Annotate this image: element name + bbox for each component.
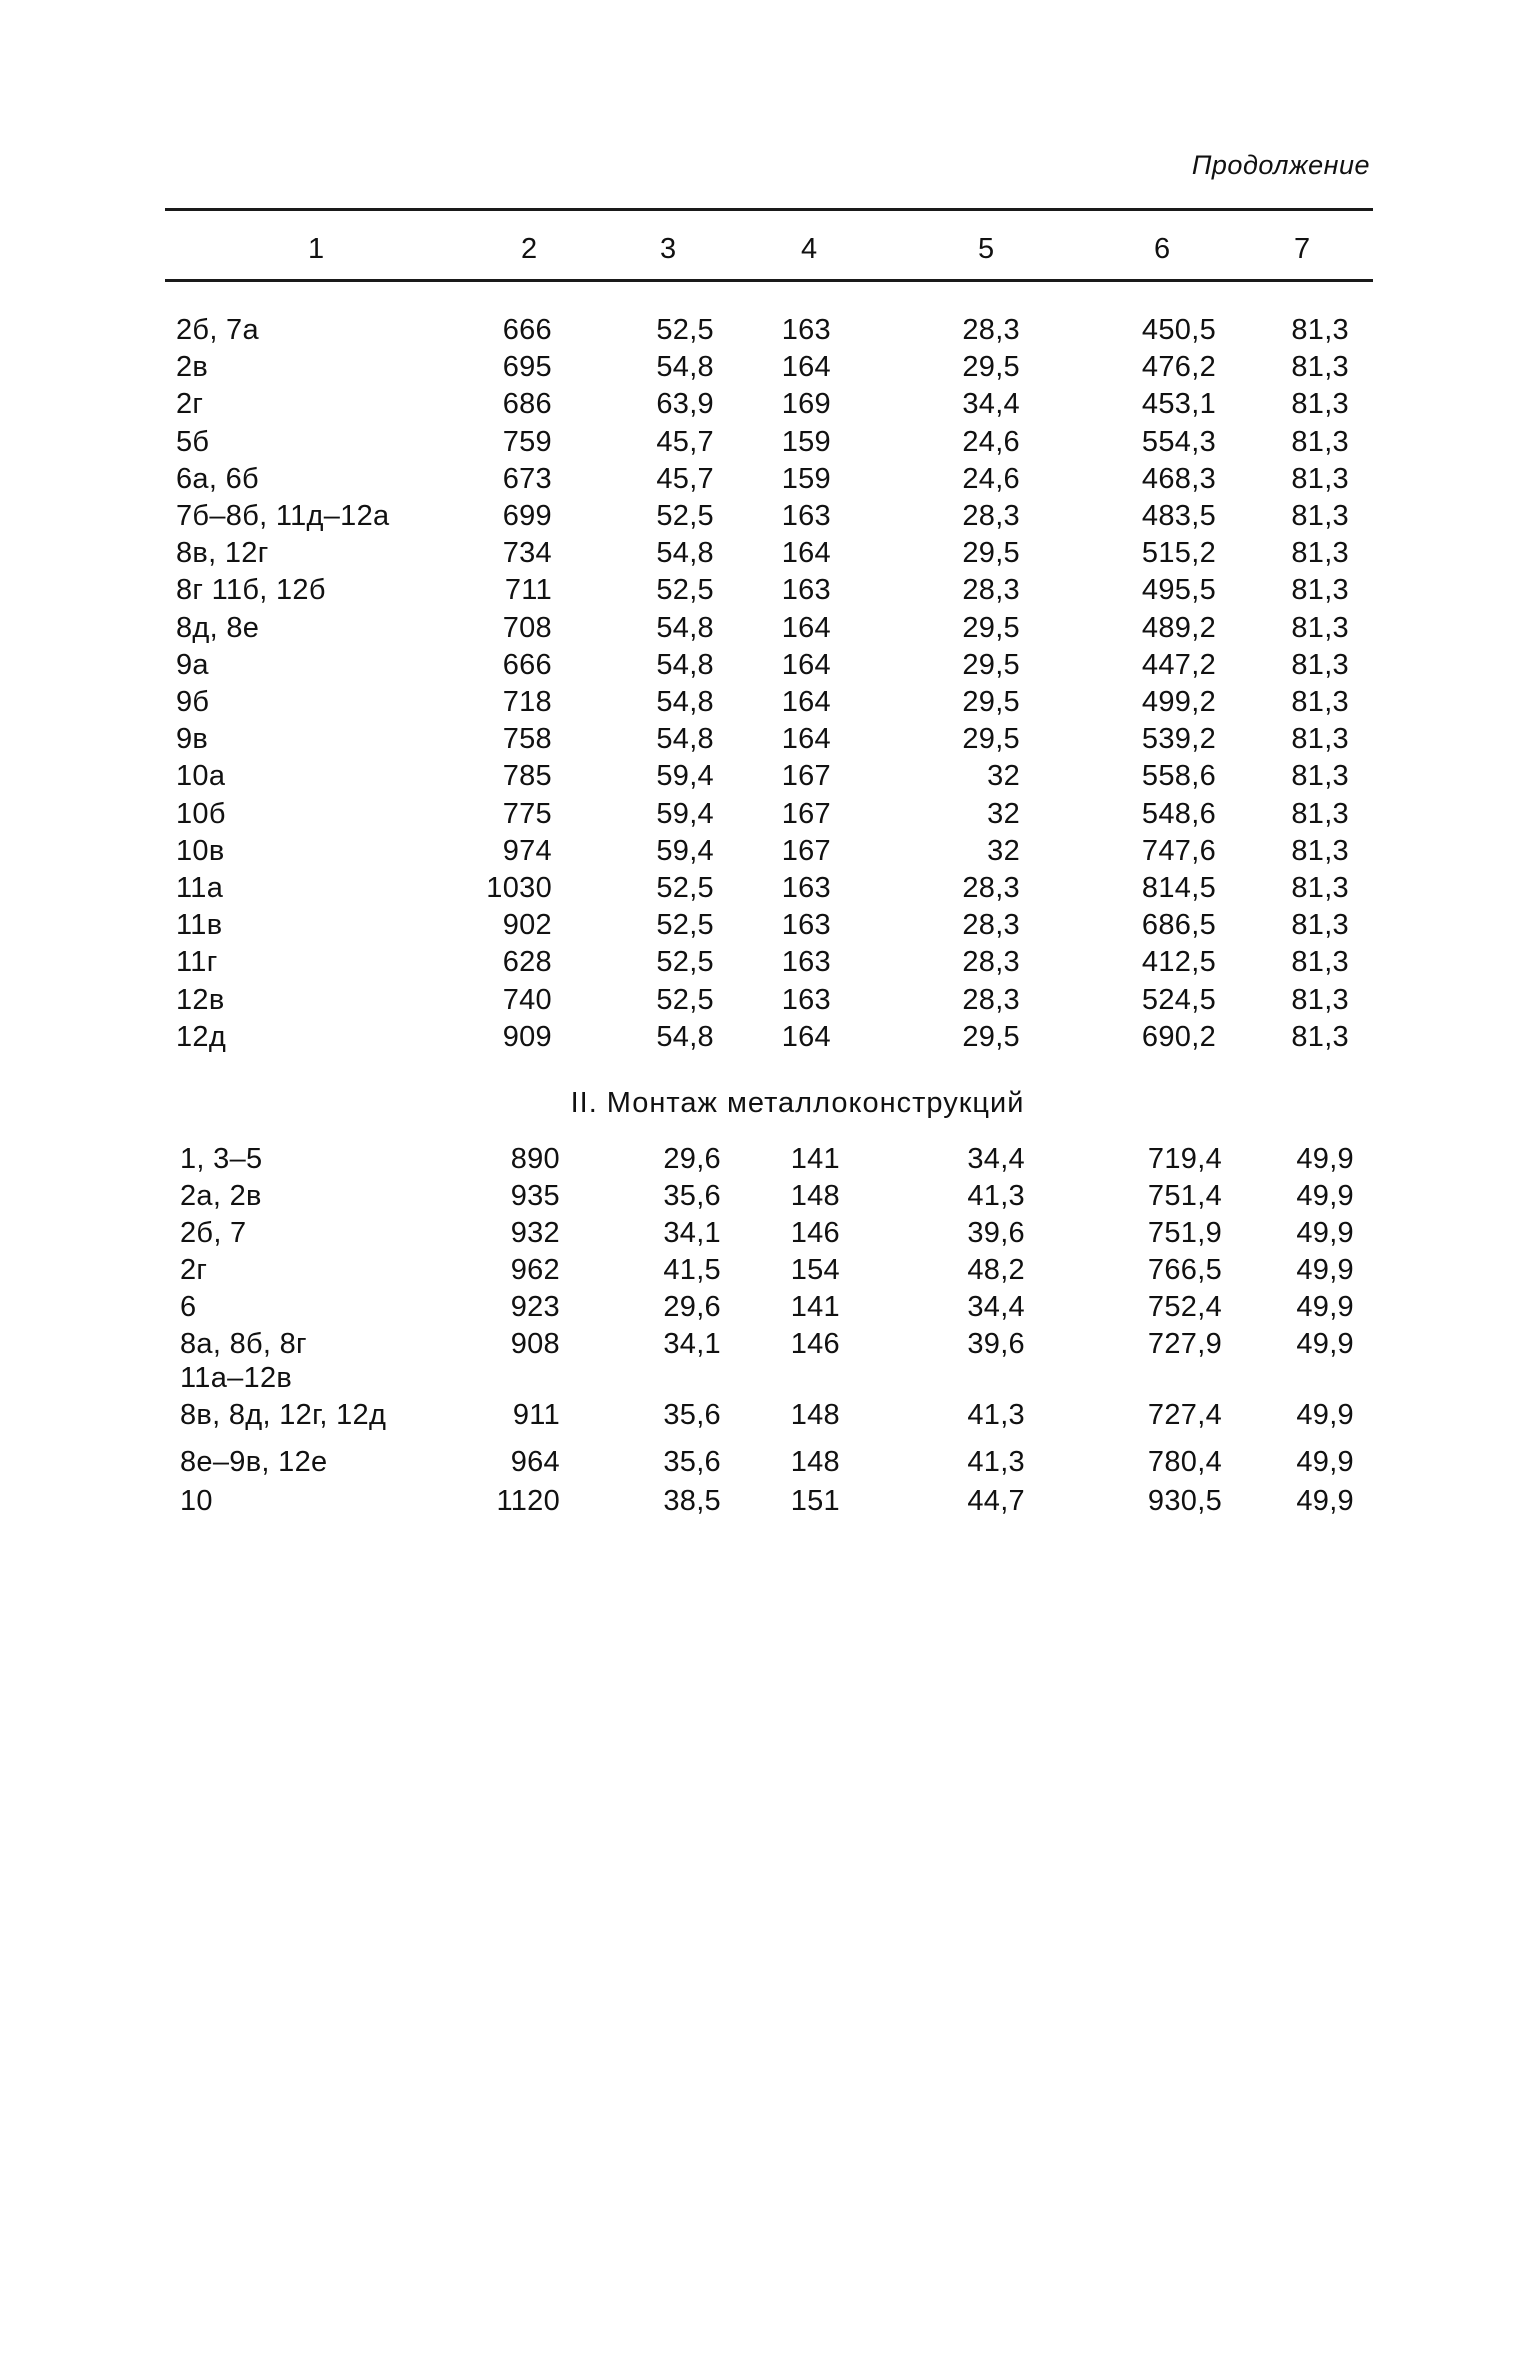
table-cell: 673 [502, 462, 552, 495]
table-cell: 81,3 [1291, 425, 1349, 458]
table-cell: 666 [502, 314, 552, 346]
table-cell: 52,5 [656, 872, 714, 904]
table-cell: 719,4 [1147, 1143, 1222, 1175]
table-cell: 554,3 [1141, 425, 1216, 458]
column-header-5: 5 [978, 233, 995, 265]
table-cell: 49,9 [1296, 1254, 1354, 1286]
row-label: 6 [180, 1291, 197, 1323]
column-header-1: 1 [308, 233, 325, 265]
row-label: 5б [176, 425, 210, 458]
row-label: 9в [176, 723, 209, 756]
table-cell: 81,3 [1291, 351, 1349, 384]
table-cell: 751,4 [1147, 1180, 1222, 1212]
table-cell: 1120 [496, 1485, 560, 1517]
table-cell: 81,3 [1291, 388, 1349, 421]
table-cell: 930,5 [1147, 1485, 1222, 1517]
table-cell: 49,9 [1296, 1446, 1354, 1478]
table-cell: 747,6 [1141, 834, 1216, 867]
table-cell: 28,3 [962, 500, 1020, 532]
table-cell: 148 [790, 1399, 840, 1431]
section-2-title: II. Монтаж металлоконструкций [570, 1087, 1025, 1119]
table-cell: 38,5 [663, 1485, 721, 1517]
table-cell: 483,5 [1141, 500, 1216, 532]
table-cell: 499,2 [1141, 686, 1216, 718]
table-cell: 412,5 [1141, 946, 1216, 979]
table-cell: 468,3 [1141, 462, 1216, 495]
row-label: 8в, 12г [176, 537, 269, 570]
table-cell: 28,3 [962, 872, 1020, 904]
table-cell: 708 [502, 611, 552, 644]
row-label: 7б–8б, 11д–12а [176, 500, 390, 532]
table-cell: 495,5 [1141, 574, 1216, 607]
table-cell: 41,3 [967, 1399, 1025, 1431]
table-cell: 752,4 [1147, 1291, 1222, 1323]
table-cell: 44,7 [967, 1485, 1025, 1517]
table-cell: 909 [502, 1020, 552, 1053]
table-cell: 29,5 [962, 686, 1020, 718]
table-cell: 766,5 [1147, 1254, 1222, 1286]
table-cell: 81,3 [1291, 909, 1349, 942]
table-cell: 167 [781, 797, 831, 830]
table-cell: 780,4 [1147, 1446, 1222, 1478]
table-cell: 932 [510, 1217, 560, 1249]
table-cell: 54,8 [656, 686, 714, 718]
table-cell: 29,5 [962, 648, 1020, 681]
table-cell: 141 [790, 1291, 840, 1323]
table-cell: 49,9 [1296, 1217, 1354, 1249]
row-label: 8г 11б, 12б [176, 574, 326, 607]
table-cell: 29,5 [962, 611, 1020, 644]
table-cell: 964 [510, 1446, 560, 1478]
table-cell: 81,3 [1291, 462, 1349, 495]
table-cell: 49,9 [1296, 1180, 1354, 1212]
column-header-4: 4 [801, 233, 818, 265]
table-cell: 628 [502, 946, 552, 979]
table-cell: 159 [781, 462, 831, 495]
table-cell: 524,5 [1141, 983, 1216, 1016]
table-cell: 54,8 [656, 723, 714, 756]
table-cell: 81,3 [1291, 723, 1349, 756]
table-cell: 81,3 [1291, 574, 1349, 607]
table-cell: 666 [502, 648, 552, 681]
table-cell: 49,9 [1296, 1143, 1354, 1175]
table-cell: 81,3 [1291, 611, 1349, 644]
table-cell: 447,2 [1141, 648, 1216, 681]
column-header-7: 7 [1294, 233, 1311, 265]
row-label: 8в, 8д, 12г, 12д [180, 1399, 387, 1431]
row-label: 8д, 8е [176, 611, 260, 644]
row-label: 11г [176, 946, 218, 979]
table-cell: 686,5 [1141, 909, 1216, 942]
table-cell: 34,1 [663, 1217, 721, 1249]
row-label: 10в [176, 834, 225, 867]
continuation-label: Продолжение [1191, 150, 1370, 180]
table-cell: 52,5 [656, 314, 714, 346]
table-cell: 785 [502, 760, 552, 793]
table-cell: 734 [502, 537, 552, 570]
table-cell: 759 [502, 425, 552, 458]
table-cell: 711 [504, 574, 552, 607]
table-cell: 890 [510, 1143, 560, 1175]
row-label: 2в [176, 351, 209, 384]
table-cell: 41,3 [967, 1180, 1025, 1212]
table-cell: 49,9 [1296, 1399, 1354, 1431]
table-cell: 48,2 [967, 1254, 1025, 1286]
table-cell: 163 [781, 983, 831, 1016]
table-cell: 163 [781, 909, 831, 942]
table-cell: 54,8 [656, 537, 714, 570]
row-label: 2г [176, 388, 204, 421]
table-cell: 41,5 [663, 1254, 721, 1286]
table-cell: 758 [502, 723, 552, 756]
table-cell: 81,3 [1291, 314, 1349, 346]
table-cell: 35,6 [663, 1446, 721, 1478]
table-cell: 54,8 [656, 351, 714, 384]
row-label: 11в [176, 909, 223, 942]
table-cell: 52,5 [656, 909, 714, 942]
table-cell: 34,4 [967, 1143, 1025, 1175]
table-cell: 81,3 [1291, 946, 1349, 979]
table-cell: 699 [502, 500, 552, 532]
column-header-2: 2 [521, 233, 538, 265]
table-cell: 81,3 [1291, 760, 1349, 793]
row-label: 8е–9в, 12е [180, 1446, 328, 1478]
table-cell: 151 [790, 1485, 840, 1517]
table-cell: 167 [781, 834, 831, 867]
table-cell: 54,8 [656, 611, 714, 644]
table-cell: 52,5 [656, 983, 714, 1016]
table-cell: 164 [781, 537, 831, 570]
table-cell: 28,3 [962, 314, 1020, 346]
table-cell: 935 [510, 1180, 560, 1212]
table-cell: 727,4 [1147, 1399, 1222, 1431]
table-cell: 81,3 [1291, 500, 1349, 532]
table-cell: 49,9 [1296, 1328, 1354, 1360]
row-label: 12д [176, 1020, 227, 1053]
table-cell: 814,5 [1141, 872, 1216, 904]
table-cell: 28,3 [962, 946, 1020, 979]
table-top-rule [165, 208, 1373, 211]
table-cell: 476,2 [1141, 351, 1216, 384]
table-cell: 169 [781, 388, 831, 421]
table-cell: 49,9 [1296, 1291, 1354, 1323]
table-cell: 34,1 [663, 1328, 721, 1360]
table-cell: 54,8 [656, 648, 714, 681]
table-cell: 29,6 [663, 1291, 721, 1323]
table-cell: 81,3 [1291, 686, 1349, 718]
table-cell: 148 [790, 1180, 840, 1212]
column-header-3: 3 [660, 233, 677, 265]
table-cell: 63,9 [656, 388, 714, 421]
row-label: 2б, 7 [180, 1217, 247, 1249]
table-cell: 81,3 [1291, 872, 1349, 904]
row-label: 2а, 2в [180, 1180, 262, 1212]
table-cell: 148 [790, 1446, 840, 1478]
table-cell: 740 [502, 983, 552, 1016]
table-cell: 690,2 [1141, 1020, 1216, 1053]
table-cell: 59,4 [656, 760, 714, 793]
table-cell: 54,8 [656, 1020, 714, 1053]
table-cell: 727,9 [1147, 1328, 1222, 1360]
table-cell: 453,1 [1141, 388, 1216, 421]
table-cell: 489,2 [1141, 611, 1216, 644]
table-cell: 35,6 [663, 1399, 721, 1431]
table-cell: 45,7 [656, 425, 714, 458]
table-cell: 163 [781, 872, 831, 904]
row-label: 12в [176, 983, 225, 1016]
table-cell: 28,3 [962, 983, 1020, 1016]
table-cell: 45,7 [656, 462, 714, 495]
table-cell: 908 [510, 1328, 560, 1360]
table-cell: 164 [781, 1020, 831, 1053]
table-cell: 146 [790, 1217, 840, 1249]
table-cell: 49,9 [1296, 1485, 1354, 1517]
table-cell: 59,4 [656, 797, 714, 830]
row-label: 9б [176, 686, 210, 718]
table-cell: 24,6 [962, 425, 1020, 458]
table-cell: 34,4 [962, 388, 1020, 421]
row-label: 8а, 8б, 8г [180, 1328, 307, 1360]
row-label: 10а [176, 760, 226, 793]
table-cell: 81,3 [1291, 834, 1349, 867]
table-cell: 775 [502, 797, 552, 830]
row-label: 9а [176, 648, 209, 681]
row-label: 11а–12в [180, 1362, 293, 1394]
column-header-6: 6 [1154, 233, 1171, 265]
table-cell: 52,5 [656, 574, 714, 607]
table-cell: 902 [502, 909, 552, 942]
table-cell: 29,5 [962, 351, 1020, 384]
table-cell: 154 [790, 1254, 840, 1286]
table-cell: 515,2 [1141, 537, 1216, 570]
row-label: 6а, 6б [176, 462, 259, 495]
table-cell: 81,3 [1291, 537, 1349, 570]
table-cell: 163 [781, 574, 831, 607]
table-cell: 28,3 [962, 574, 1020, 607]
table-cell: 41,3 [967, 1446, 1025, 1478]
row-label: 1, 3–5 [180, 1143, 263, 1175]
table-cell: 167 [781, 760, 831, 793]
table-cell: 32 [987, 834, 1020, 867]
table-cell: 81,3 [1291, 1020, 1349, 1053]
row-label: 10б [176, 797, 226, 830]
table-cell: 34,4 [967, 1291, 1025, 1323]
table-cell: 81,3 [1291, 797, 1349, 830]
row-label: 11а [176, 872, 224, 904]
table-cell: 52,5 [656, 500, 714, 532]
table-cell: 32 [987, 797, 1020, 830]
table-cell: 163 [781, 500, 831, 532]
table-cell: 28,3 [962, 909, 1020, 942]
table-cell: 29,5 [962, 537, 1020, 570]
table-cell: 686 [502, 388, 552, 421]
table-cell: 548,6 [1141, 797, 1216, 830]
table-cell: 81,3 [1291, 648, 1349, 681]
row-label: 10 [180, 1485, 213, 1517]
table-cell: 911 [512, 1399, 560, 1431]
table-cell: 450,5 [1141, 314, 1216, 346]
table-cell: 1030 [486, 872, 552, 904]
table-cell: 32 [987, 760, 1020, 793]
table-cell: 39,6 [967, 1328, 1025, 1360]
table-cell: 39,6 [967, 1217, 1025, 1249]
table-cell: 24,6 [962, 462, 1020, 495]
row-label: 2г [180, 1254, 208, 1286]
table-cell: 695 [502, 351, 552, 384]
table-cell: 718 [502, 686, 552, 718]
table-cell: 163 [781, 314, 831, 346]
table-cell: 146 [790, 1328, 840, 1360]
table-cell: 558,6 [1141, 760, 1216, 793]
table-cell: 923 [510, 1291, 560, 1323]
table-cell: 164 [781, 611, 831, 644]
table-cell: 159 [781, 425, 831, 458]
table-cell: 539,2 [1141, 723, 1216, 756]
table-cell: 81,3 [1291, 983, 1349, 1016]
row-label: 2б, 7а [176, 314, 259, 346]
table-cell: 35,6 [663, 1180, 721, 1212]
table-cell: 29,6 [663, 1143, 721, 1175]
table-cell: 962 [510, 1254, 560, 1286]
table-cell: 164 [781, 723, 831, 756]
table-cell: 164 [781, 351, 831, 384]
table-cell: 59,4 [656, 834, 714, 867]
table-cell: 974 [502, 834, 552, 867]
table-cell: 29,5 [962, 1020, 1020, 1053]
table-cell: 751,9 [1147, 1217, 1222, 1249]
table-cell: 141 [790, 1143, 840, 1175]
table-header-rule [165, 279, 1373, 282]
table-cell: 164 [781, 686, 831, 718]
table-cell: 164 [781, 648, 831, 681]
table-cell: 29,5 [962, 723, 1020, 756]
table-cell: 52,5 [656, 946, 714, 979]
table-cell: 163 [781, 946, 831, 979]
